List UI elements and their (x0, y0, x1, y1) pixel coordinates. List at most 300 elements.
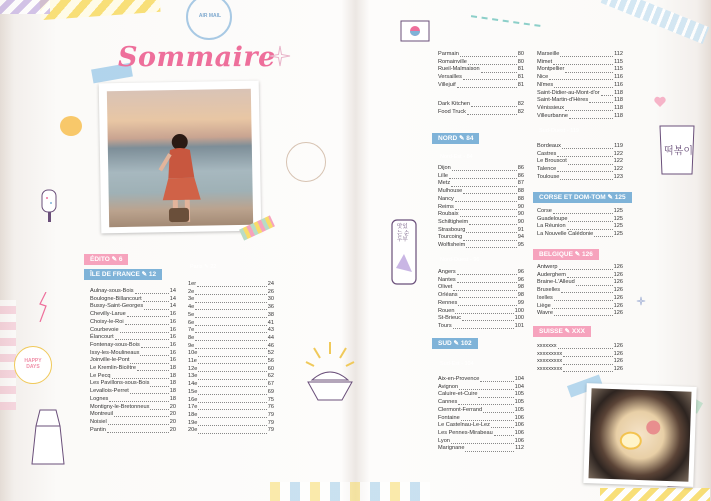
toc-leader-dots (565, 72, 613, 73)
toc-entry-name: Issy-les-Moulineaux (90, 349, 140, 356)
toc-entry (537, 264, 623, 272)
toc-entry-name: Villeurbanne (537, 112, 568, 119)
toc-entry-name: Parmain (438, 51, 459, 57)
toc-leader-dots (461, 420, 514, 421)
toc-entry (438, 415, 524, 423)
toc-entry (438, 211, 524, 219)
ile-de-france-list (90, 288, 176, 434)
toc-leader-dots (198, 433, 266, 434)
toc-leader-dots (569, 118, 613, 119)
toc-entry-name: 8e (188, 334, 195, 341)
toc-entry-name: Dijon (438, 165, 451, 171)
bottom-right-stripe (600, 488, 710, 501)
drink-can-label: 맛있는 순두부 (397, 224, 410, 243)
toc-entry (438, 308, 524, 316)
toc-entry-name: 1er (188, 281, 197, 287)
toc-entry (188, 358, 274, 366)
toc-entry-page: 115 (614, 58, 623, 65)
toc-leader-dots (127, 316, 169, 317)
toc-entry-name: Saint-Martin-d'Hères (537, 97, 589, 104)
toc-entry-name: Liège (537, 302, 551, 309)
toc-entry-name: Avignon (438, 383, 459, 390)
toc-entry-name: 3e (188, 296, 195, 303)
toc-entry-page: 122 (613, 166, 623, 173)
toc-leader-dots (460, 56, 517, 57)
toc-leader-dots (109, 401, 168, 402)
toc-entry-page: 88 (517, 195, 524, 202)
toc-entry (537, 351, 623, 359)
toc-entry (537, 74, 623, 82)
toc-entry-name: Guadeloupe (537, 215, 568, 222)
toc-leader-dots (114, 416, 169, 417)
toc-entry-page: 126 (613, 287, 623, 294)
toc-entry-page: 126 (613, 279, 623, 286)
toc-entry (438, 204, 524, 212)
teal-squiggle (470, 15, 541, 37)
sud-est-list (438, 376, 524, 453)
toc-entry (537, 310, 623, 318)
toc-leader-dots (112, 378, 169, 379)
toc-leader-dots (553, 213, 613, 214)
toc-leader-dots (480, 381, 513, 382)
toc-leader-dots (468, 64, 517, 65)
sud-ouest-subheader: Sud-Ouest - 119 (539, 128, 579, 134)
toc-entry-name: Caluire-et-Cuire (438, 391, 478, 398)
toc-entry-page: 81 (517, 74, 524, 81)
toc-entry-page: 82 (517, 108, 524, 115)
toc-entry (90, 342, 176, 350)
toc-entry (90, 296, 176, 304)
toc-entry (188, 350, 274, 358)
toc-entry-page: 90 (517, 211, 524, 218)
toc-entry-name: La Réunion (537, 223, 566, 230)
toc-leader-dots (141, 347, 169, 348)
toc-leader-dots (463, 240, 517, 241)
toc-entry-page: 126 (613, 264, 623, 270)
toc-leader-dots (457, 87, 517, 88)
toc-leader-dots (195, 325, 267, 326)
toc-leader-dots (576, 285, 613, 286)
edito-header: ÉDITO ✎ 6 (84, 254, 128, 265)
toc-entry-page: 79 (267, 411, 274, 418)
paris-list (188, 281, 274, 435)
toc-entry-page: 14 (169, 295, 176, 302)
toc-leader-dots (491, 427, 514, 428)
toc-entry-name: Tourcoing (438, 234, 463, 241)
toc-entry-name: xxxxxxxxx (537, 358, 563, 365)
toc-leader-dots (481, 72, 517, 73)
snack-bag-icon (656, 122, 698, 178)
toc-entry (537, 82, 623, 90)
toc-entry-name: xxxxxxxxx (537, 350, 563, 357)
toc-entry-name: Braine-L'Alleud (537, 279, 575, 286)
toc-entry (188, 304, 274, 312)
toc-leader-dots (469, 224, 517, 225)
suisse-header: SUISSE ✎ XXX (533, 326, 591, 337)
toc-entry (90, 388, 176, 396)
sparkle-small-icon (636, 296, 646, 306)
toc-leader-dots (198, 356, 266, 357)
toc-entry-name: St-Brieuc (438, 315, 462, 322)
dessert-bowl-icon (300, 340, 360, 410)
toc-leader-dots (549, 79, 613, 80)
toc-entry (90, 319, 176, 327)
toc-entry (188, 366, 274, 374)
toc-entry (438, 188, 524, 196)
toc-entry-page: 126 (613, 366, 623, 373)
toc-entry-page: 126 (613, 302, 623, 309)
toc-entry (90, 303, 176, 311)
toc-entry-name: 10e (188, 350, 198, 357)
toc-entry-name: Romainville (438, 58, 467, 65)
toc-entry-page: 105 (514, 399, 524, 406)
toc-entry-page: 43 (267, 327, 274, 334)
airmail-text: AIR MAIL (198, 13, 222, 19)
toc-entry (438, 391, 524, 399)
toc-entry-name: Rueil-Malmaison (438, 66, 480, 73)
toc-entry (537, 343, 623, 351)
toc-entry-name: 14e (188, 381, 198, 388)
toc-leader-dots (467, 114, 517, 115)
belgique-list (537, 264, 623, 318)
toc-entry (537, 143, 623, 151)
toc-entry-page: 67 (267, 381, 274, 388)
toc-entry-page: 14 (169, 288, 176, 294)
toc-leader-dots (568, 164, 613, 165)
toc-entry-name: Levallois-Perret (90, 388, 129, 395)
toc-leader-dots (554, 300, 613, 301)
toc-entry (537, 231, 623, 239)
toc-entry-page: 126 (613, 358, 623, 365)
heart-speech-icon (60, 116, 82, 136)
toc-leader-dots (198, 386, 266, 387)
sud-ouest-list (537, 143, 623, 182)
toc-entry (90, 334, 176, 342)
toc-entry-page: 90 (517, 218, 524, 225)
toc-entry-page: 82 (517, 101, 524, 107)
toc-leader-dots (198, 394, 266, 395)
toc-entry (537, 216, 623, 224)
toc-entry-page: 81 (517, 66, 524, 73)
toc-entry-name: Castres (537, 150, 557, 157)
toc-leader-dots (449, 178, 517, 179)
toc-entry-page: 118 (614, 97, 623, 104)
toc-entry-page: 112 (614, 51, 623, 57)
happy-days-sticker (14, 346, 52, 384)
toc-entry-page: 122 (613, 150, 623, 157)
toc-entry-page: 90 (517, 203, 524, 210)
toc-leader-dots (198, 363, 267, 364)
hanbok-icon (30, 406, 66, 466)
toc-leader-dots (561, 292, 613, 293)
toc-leader-dots (451, 443, 514, 444)
toc-entry-name: Antwerp (537, 264, 558, 270)
toc-entry-page: 125 (613, 215, 623, 222)
toc-entry-name: 2e (188, 288, 195, 295)
toc-entry-page: 26 (267, 288, 274, 295)
toc-entry-page: 41 (267, 319, 274, 326)
toc-leader-dots (195, 317, 267, 318)
toc-entry-name: Vénissieux (537, 104, 565, 111)
toc-leader-dots (195, 309, 267, 310)
toc-entry (438, 277, 524, 285)
toc-entry-page: 126 (613, 271, 623, 278)
toc-entry (537, 279, 623, 287)
toc-entry-page: 76 (267, 404, 274, 411)
toc-leader-dots (463, 193, 517, 194)
toc-leader-dots (560, 179, 612, 180)
toc-entry (188, 420, 274, 428)
toc-entry-name: Lyon (438, 437, 450, 444)
toc-entry (90, 350, 176, 358)
toc-entry-page: 118 (614, 104, 623, 111)
toc-entry-name: La Nouvelle Calédonie (537, 231, 594, 238)
ile-de-france-header: ÎLE DE FRANCE ✎ 12 (84, 269, 162, 280)
toc-entry-name: Wavre (537, 310, 553, 317)
toc-entry-name: Le Castelnau-Le-Lez (438, 422, 490, 429)
toc-entry-page: 16 (169, 334, 176, 341)
toc-entry-page: 18 (169, 380, 176, 387)
toc-entry-page: 30 (267, 296, 274, 303)
toc-entry-page: 94 (517, 234, 524, 241)
toc-entry-page: 104 (514, 376, 524, 382)
toc-entry-name: 16e (188, 396, 198, 403)
toc-entry-page: 80 (517, 51, 524, 57)
toc-leader-dots (195, 348, 267, 349)
postmark-stamp (286, 142, 326, 182)
toc-entry (438, 430, 524, 438)
toc-entry-page: 18 (169, 388, 176, 395)
special-list (438, 101, 524, 116)
toc-entry (438, 323, 524, 331)
toc-entry-page: 86 (517, 165, 524, 171)
toc-entry-name: 13e (188, 373, 198, 380)
toc-entry-page: 106 (514, 422, 524, 429)
toc-entry-page: 20 (169, 426, 176, 433)
toc-entry-page: 16 (169, 311, 176, 318)
toc-entry (537, 295, 623, 303)
toc-entry (438, 227, 524, 235)
toc-leader-dots (455, 313, 513, 314)
toc-entry-page: 81 (517, 81, 524, 88)
toc-entry-page: 16 (169, 349, 176, 356)
toc-entry (537, 366, 623, 374)
toc-entry-name: Strasbourg (438, 226, 466, 233)
toc-entry-name: Dark Kitchen (438, 101, 471, 107)
toc-entry (188, 373, 274, 381)
toc-entry-page: 16 (169, 318, 176, 325)
toc-leader-dots (601, 95, 613, 96)
toc-entry-name: Montreuil (90, 411, 114, 418)
toc-entry (537, 287, 623, 295)
sud-est-subheader: Sud-Est - 104 (440, 361, 474, 367)
toc-entry-name: 19e (188, 419, 198, 426)
toc-entry (438, 315, 524, 323)
toc-entry-page: 44 (267, 334, 274, 341)
toc-entry-page: 125 (613, 208, 623, 214)
toc-leader-dots (130, 393, 169, 394)
idf-continued-list (438, 51, 524, 90)
toc-entry (90, 288, 176, 296)
toc-entry-page: 96 (517, 276, 524, 283)
toc-entry-page: 86 (517, 172, 524, 179)
toc-entry (90, 396, 176, 404)
toc-leader-dots (463, 79, 517, 80)
sud-est-continued-list (537, 51, 623, 120)
toc-entry-page: 98 (517, 284, 524, 291)
toc-entry-page: 18 (169, 395, 176, 402)
toc-entry-page: 125 (613, 223, 623, 230)
toc-leader-dots (554, 87, 613, 88)
toc-entry-page: 123 (613, 173, 623, 180)
toc-entry-name: Angers (438, 269, 456, 275)
toc-entry-page: 79 (267, 419, 274, 426)
toc-entry-name: 7e (188, 327, 195, 334)
toc-entry-page: 60 (267, 365, 274, 372)
toc-entry-name: Élancourt (90, 334, 114, 341)
toc-leader-dots (563, 364, 612, 365)
toc-leader-dots (143, 301, 169, 302)
toc-entry (438, 82, 524, 90)
toc-entry (438, 109, 524, 117)
toc-entry (438, 219, 524, 227)
toc-entry (438, 422, 524, 430)
nord-est-subheader: Nord-Est - 84 (440, 154, 473, 160)
toc-entry-name: xxxxxxxxx (537, 366, 563, 373)
toc-entry (188, 381, 274, 389)
nord-header: NORD ✎ 84 (432, 133, 479, 144)
toc-entry-name: Le Brouscot (537, 158, 567, 165)
toc-leader-dots (455, 201, 517, 202)
bottom-checker-tape (270, 482, 430, 501)
toc-entry-page: 126 (613, 294, 623, 301)
toc-entry-page: 38 (267, 311, 274, 318)
toc-entry-page: 126 (613, 350, 623, 357)
toc-leader-dots (195, 302, 267, 303)
toc-entry-page: 95 (517, 242, 524, 249)
toc-entry (438, 234, 524, 242)
toc-entry-page: 104 (514, 383, 524, 390)
toc-entry-page: 36 (267, 304, 274, 311)
toc-leader-dots (558, 348, 613, 349)
toc-entry-name: Les Pennes-Mirabeau (438, 429, 493, 436)
toc-entry (188, 343, 274, 351)
toc-entry (438, 407, 524, 415)
noodle-photo (583, 383, 696, 487)
toc-entry-page: 101 (514, 322, 524, 329)
toc-entry (537, 166, 623, 174)
toc-entry-page: 98 (517, 292, 524, 299)
toc-leader-dots (195, 332, 267, 333)
toc-entry (90, 411, 176, 419)
toc-entry-page: 116 (614, 81, 623, 88)
striped-corner-tape (0, 0, 50, 14)
toc-leader-dots (457, 274, 517, 275)
toc-entry-name: Aix-en-Provence (438, 376, 480, 382)
toc-entry-name: Talence (537, 166, 557, 173)
toc-entry-name: Aulnay-sous-Bois (90, 288, 134, 294)
toc-entry (438, 445, 524, 453)
heart-icon (654, 96, 666, 108)
toc-entry-name: Bruxelles (537, 287, 561, 294)
toc-entry (537, 97, 623, 105)
toc-leader-dots (560, 56, 613, 57)
toc-entry-page: 16 (169, 357, 176, 364)
toc-entry (438, 242, 524, 250)
page-title: Sommaire (118, 42, 276, 73)
toc-entry (438, 165, 524, 173)
toc-entry-page: 62 (267, 373, 274, 380)
toc-entry (188, 281, 274, 289)
toc-entry (537, 151, 623, 159)
toc-entry (188, 397, 274, 405)
toc-entry-page: 20 (169, 403, 176, 410)
toc-entry-name: Mulhouse (438, 188, 463, 195)
toc-entry-page: 99 (517, 299, 524, 306)
toc-leader-dots (563, 371, 612, 372)
toc-leader-dots (483, 412, 514, 413)
toc-leader-dots (120, 332, 169, 333)
toc-entry-page: 16 (169, 341, 176, 348)
nord-ouest-subheader: Nord-Ouest - 96 (440, 257, 480, 263)
toc-entry-name: 15e (188, 388, 198, 395)
toc-entry-page: 119 (614, 143, 623, 149)
toc-entry (188, 312, 274, 320)
toc-leader-dots (453, 290, 516, 291)
toc-entry-page: 115 (614, 66, 623, 73)
toc-entry (438, 101, 524, 109)
toc-entry (438, 284, 524, 292)
toc-entry-name: 20e (188, 427, 198, 434)
korean-flag-icon (400, 20, 430, 44)
toc-leader-dots (457, 282, 517, 283)
toc-entry (537, 303, 623, 311)
happy-days-text: HAPPY DAYS (24, 358, 42, 370)
toc-entry-name: Schiltigheim (438, 218, 469, 225)
toc-entry (537, 358, 623, 366)
toc-entry (438, 51, 524, 59)
toc-entry-name: Ixelles (537, 294, 553, 301)
beach-photo (99, 81, 262, 234)
toc-entry (438, 300, 524, 308)
toc-leader-dots (455, 209, 517, 210)
toc-entry-page: 18 (169, 372, 176, 379)
toc-entry (438, 384, 524, 392)
toc-leader-dots (115, 339, 169, 340)
toc-entry-name: Nancy (438, 195, 454, 202)
toc-entry-page: 24 (267, 281, 274, 287)
toc-entry (90, 427, 176, 435)
toc-leader-dots (107, 432, 169, 433)
corse-dom-tom-header: CORSE ET DOM-TOM ✎ 125 (533, 192, 632, 203)
toc-leader-dots (452, 170, 517, 171)
toc-leader-dots (557, 171, 612, 172)
toc-entry-page: 126 (613, 310, 623, 317)
toc-entry (188, 296, 274, 304)
toc-entry-name: Joinville-le-Pont (90, 357, 130, 364)
toc-entry-page: 122 (613, 158, 623, 165)
toc-entry (188, 427, 274, 435)
toc-leader-dots (567, 229, 613, 230)
toc-entry (90, 357, 176, 365)
toc-entry (438, 292, 524, 300)
toc-leader-dots (458, 404, 513, 405)
toc-entry-page: 105 (514, 391, 524, 398)
toc-leader-dots (557, 156, 612, 157)
toc-entry (90, 380, 176, 388)
toc-entry-name: 18e (188, 411, 198, 418)
toc-leader-dots (195, 294, 267, 295)
